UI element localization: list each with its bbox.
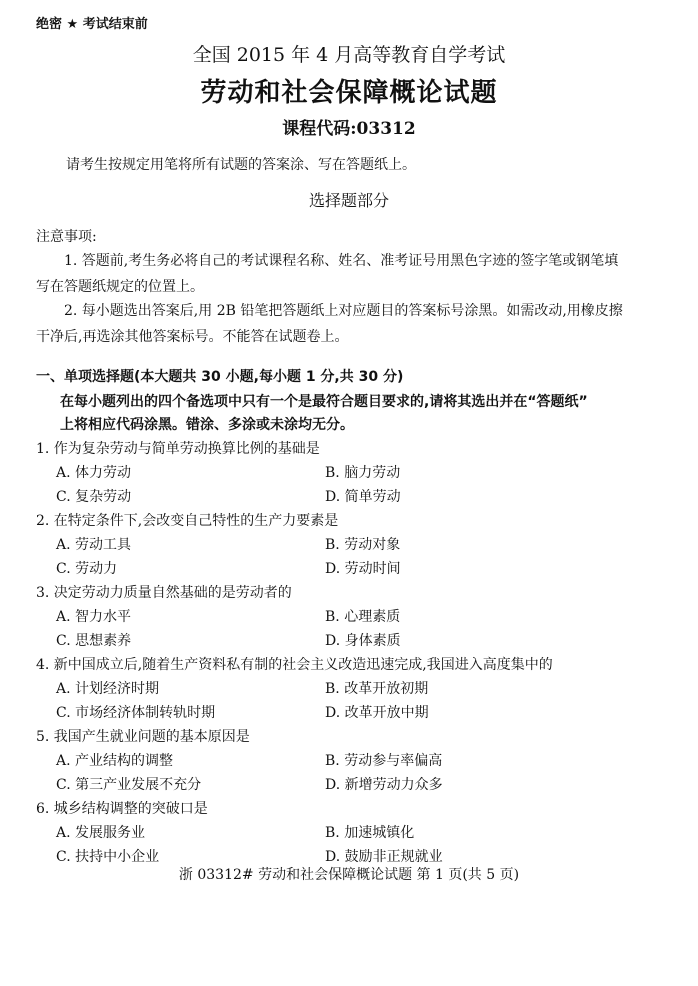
exam-name: 全国 2015 年 4 月高等教育自学考试 [192,44,506,66]
option-c: C. 劳动力 [56,561,118,577]
question-stem: 1. 作为复杂劳动与简单劳动换算比例的基础是 [36,441,320,457]
part-description: 在每小题列出的四个备选项中只有一个是最符合题目要求的,请将其选出并在“答题纸” [60,394,588,410]
question-list [36,437,636,869]
option-c: C. 复杂劳动 [56,489,132,505]
option-a: A. 劳动工具 [56,537,132,553]
question [36,437,636,509]
question-stem: 4. 新中国成立后,随着生产资料私有制的社会主义改造迅速完成,我国进入高度集中的 [36,657,553,673]
question-stem: 6. 城乡结构调整的突破口是 [36,801,208,817]
question [36,797,636,869]
part-heading: 一、单项选择题(本大题共 30 小题,每小题 1 分,共 30 分) [36,369,404,385]
question-stem: 2. 在特定条件下,会改变自己特性的生产力要素是 [36,513,339,529]
question [36,581,636,653]
note-item: 2. 每小题选出答案后,用 2B 铅笔把答题纸上对应题目的答案标号涂黑。如需改动,用橡皮擦干净后,再选涂其他答案标号。不能答在试题卷上。 [36,303,623,345]
option-b: B. 劳动对象 [325,537,401,553]
instruction: 请考生按规定用笔将所有试题的答案涂、写在答题纸上。 [66,157,416,173]
note-item: 1. 答题前,考生务必将自己的考试课程名称、姓名、准考证号用黑色字迹的签字笔或钢笔填写在答题纸规定的位置上。 [36,253,619,295]
option-c: C. 市场经济体制转轨时期 [56,705,216,721]
question [36,653,636,725]
option-b: B. 脑力劳动 [325,465,401,481]
option-d: D. 简单劳动 [325,489,401,505]
option-b: B. 改革开放初期 [325,681,429,697]
notes-heading: 注意事项: [36,229,97,245]
option-a: A. 发展服务业 [56,825,146,841]
option-c: C. 扶持中小企业 [56,849,160,865]
section-title: 选择题部分 [308,191,389,210]
option-a: A. 体力劳动 [56,465,132,481]
option-b: B. 加速城镇化 [325,825,415,841]
option-b: B. 劳动参与率偏高 [325,753,443,769]
question [36,725,636,797]
option-d: D. 新增劳动力众多 [325,777,443,793]
secret-label: 绝密 ★ 考试结束前 [36,17,148,32]
course-code: 课程代码:03312 [282,119,416,139]
option-b: B. 心理素质 [325,609,401,625]
question-stem: 3. 决定劳动力质量自然基础的是劳动者的 [36,585,292,601]
option-c: C. 第三产业发展不充分 [56,777,202,793]
option-d: D. 劳动时间 [325,561,401,577]
question-stem: 5. 我国产生就业问题的基本原因是 [36,729,250,745]
option-d: D. 改革开放中期 [325,705,429,721]
paper-title: 劳动和社会保障概论试题 [200,78,498,108]
part-description: 上将相应代码涂黑。错涂、多涂或未涂均无分。 [60,417,354,433]
option-a: A. 智力水平 [56,609,132,625]
option-a: A. 计划经济时期 [56,681,160,697]
option-a: A. 产业结构的调整 [56,753,174,769]
option-d: D. 鼓励非正规就业 [325,849,443,865]
question [36,509,636,581]
option-c: C. 思想素养 [56,633,132,649]
page-footer: 浙 03312# 劳动和社会保障概论试题 第 1 页(共 5 页) [178,867,520,883]
option-d: D. 身体素质 [325,633,401,649]
